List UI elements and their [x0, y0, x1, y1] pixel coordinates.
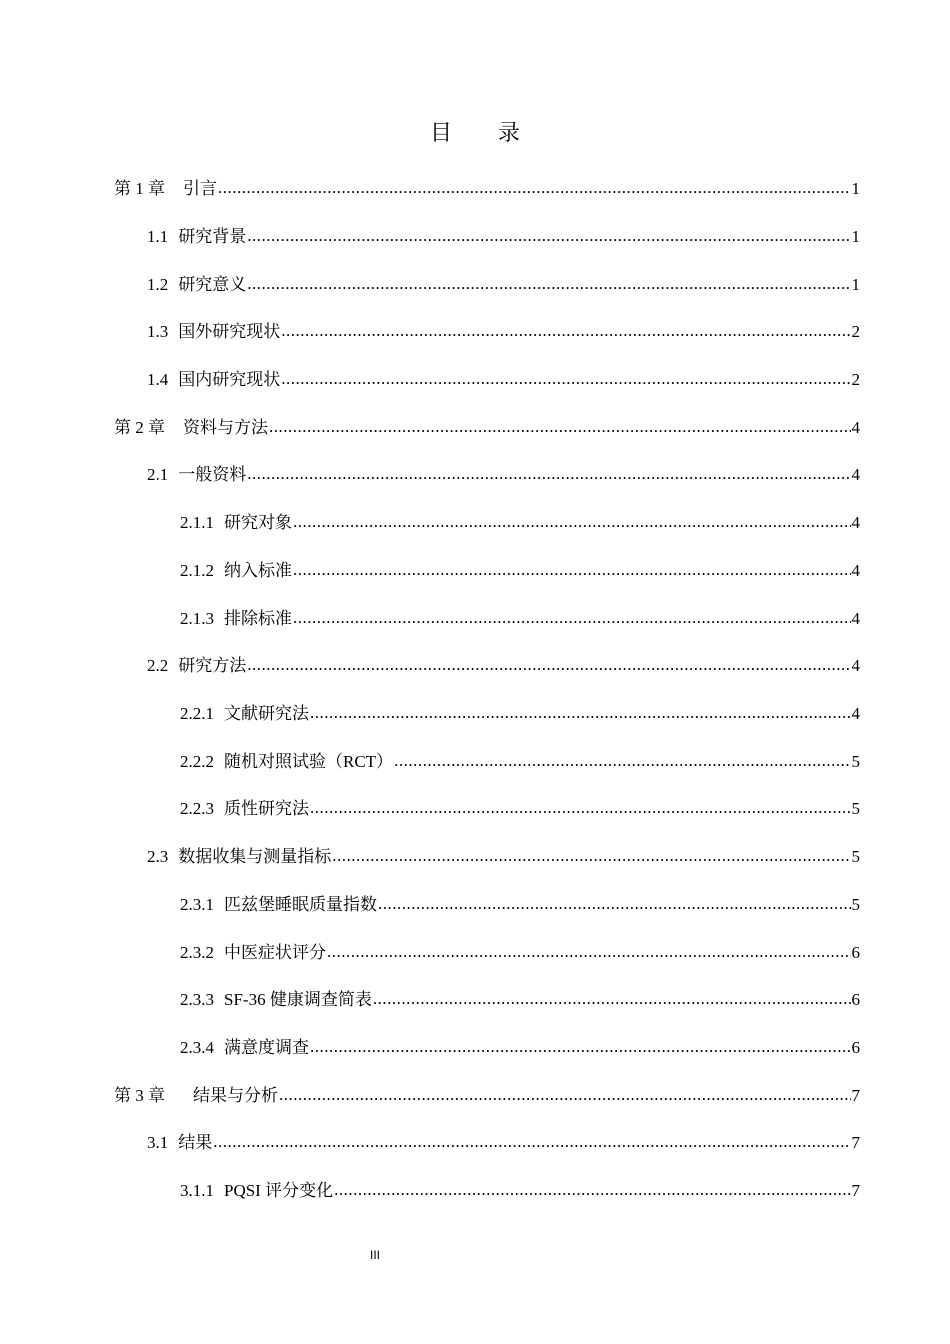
entry-number: 2.1.2	[180, 561, 214, 580]
toc-entry-1-2[interactable]	[147, 273, 860, 297]
entry-number: 2.3.3	[180, 990, 214, 1009]
entry-page: 4	[851, 418, 860, 437]
entry-label: 研究意义	[178, 275, 247, 294]
leader-dots	[310, 701, 851, 725]
entry-number: 第 2 章	[114, 418, 165, 437]
toc-entry-2-1-3[interactable]	[180, 607, 860, 631]
toc-entry-2-3-3[interactable]	[180, 988, 860, 1012]
toc-entry-2-2-2[interactable]	[180, 750, 860, 774]
entry-number: 第 1 章	[114, 179, 165, 198]
leader-dots	[247, 653, 850, 677]
toc-entry-chapter-2[interactable]	[114, 416, 860, 440]
leader-dots	[293, 558, 851, 582]
leader-dots	[373, 987, 851, 1011]
entry-page: 4	[851, 609, 860, 628]
entry-number: 2.3.1	[180, 895, 214, 914]
entry-label: 纳入标准	[224, 561, 292, 580]
entry-number: 1.1	[147, 227, 169, 246]
entry-page: 4	[851, 465, 860, 484]
entry-page: 5	[851, 895, 860, 914]
leader-dots	[247, 272, 850, 296]
entry-number: 3.1	[147, 1133, 169, 1152]
leader-dots	[281, 367, 850, 391]
leader-dots	[269, 415, 851, 439]
leader-dots	[334, 1178, 850, 1202]
entry-page: 4	[851, 561, 860, 580]
entry-page: 1	[851, 179, 860, 198]
entry-label: SF-36 健康调查简表	[224, 990, 372, 1009]
entry-page: 6	[851, 943, 860, 962]
entry-number: 3.1.1	[180, 1181, 214, 1200]
leader-dots	[218, 176, 851, 200]
entry-label: 文献研究法	[224, 704, 309, 723]
toc-entry-2-3[interactable]	[147, 845, 860, 869]
toc-entry-1-4[interactable]	[147, 368, 860, 392]
entry-page: 7	[851, 1086, 860, 1105]
entry-label: PQSI 评分变化	[224, 1181, 334, 1200]
toc-entry-chapter-3[interactable]	[114, 1084, 860, 1108]
entry-page: 4	[851, 656, 860, 675]
entry-page: 6	[851, 990, 860, 1009]
entry-page: 2	[851, 370, 860, 389]
entry-number: 2.2.1	[180, 704, 214, 723]
entry-number: 2.3.4	[180, 1038, 214, 1057]
entry-number: 2.1	[147, 465, 169, 484]
entry-label: 引言	[183, 179, 217, 198]
leader-dots	[247, 462, 850, 486]
toc-entry-2-3-1[interactable]	[180, 893, 860, 917]
entry-page: 7	[851, 1133, 860, 1152]
entry-number: 1.4	[147, 370, 169, 389]
entry-label: 满意度调查	[224, 1038, 309, 1057]
leader-dots	[213, 1130, 850, 1154]
entry-number: 2.1.1	[180, 513, 214, 532]
leader-dots	[310, 1035, 851, 1059]
entry-page: 1	[851, 227, 860, 246]
toc-entry-2-1-2[interactable]	[180, 559, 860, 583]
toc-entry-2-1-1[interactable]	[180, 511, 860, 535]
toc-entry-2-2-3[interactable]	[180, 797, 860, 821]
entry-number: 2.2.3	[180, 799, 214, 818]
toc-entry-chapter-1[interactable]	[114, 177, 860, 201]
leader-dots	[281, 319, 850, 343]
entry-label: 排除标准	[224, 609, 292, 628]
entry-label: 国外研究现状	[178, 322, 281, 341]
entry-label: 质性研究法	[224, 799, 309, 818]
toc-entry-2-3-2[interactable]	[180, 941, 860, 965]
entry-page: 7	[851, 1181, 860, 1200]
entry-page: 4	[851, 704, 860, 723]
entry-page: 5	[851, 799, 860, 818]
entry-label: 结果与分析	[193, 1086, 278, 1105]
toc-title-left: 目	[429, 120, 452, 145]
entry-number: 2.2	[147, 656, 169, 675]
entry-label: 资料与方法	[183, 418, 268, 437]
leader-dots	[394, 749, 850, 773]
toc-entry-1-3[interactable]	[147, 320, 860, 344]
toc-entry-3-1[interactable]	[147, 1131, 860, 1155]
entry-number: 2.3	[147, 847, 169, 866]
entry-label: 研究方法	[178, 656, 247, 675]
entry-page: 1	[851, 275, 860, 294]
entry-page: 6	[851, 1038, 860, 1057]
entry-number: 第 3 章	[114, 1086, 165, 1105]
leader-dots	[332, 844, 850, 868]
entry-page: 2	[851, 322, 860, 341]
toc-entry-2-3-4[interactable]	[180, 1036, 860, 1060]
leader-dots	[378, 892, 851, 916]
entry-label: 数据收集与测量指标	[178, 847, 332, 866]
entry-number: 1.3	[147, 322, 169, 341]
toc-entry-2-2[interactable]	[147, 654, 860, 678]
leader-dots	[310, 796, 851, 820]
leader-dots	[293, 606, 851, 630]
entry-label: 一般资料	[178, 465, 247, 484]
entry-label: 研究对象	[224, 513, 292, 532]
toc-title	[0, 116, 950, 147]
toc-entry-1-1[interactable]	[147, 225, 860, 249]
toc-title-right: 录	[498, 120, 521, 145]
page-number-footer: III	[370, 1248, 381, 1262]
entry-label: 匹兹堡睡眠质量指数	[224, 895, 377, 914]
entry-number: 2.2.2	[180, 752, 214, 771]
entry-label: 随机对照试验（RCT）	[224, 752, 394, 771]
entry-page: 4	[851, 513, 860, 532]
entry-label: 中医症状评分	[224, 943, 326, 962]
entry-number: 2.3.2	[180, 943, 214, 962]
leader-dots	[279, 1083, 851, 1107]
leader-dots	[293, 510, 851, 534]
leader-dots	[327, 940, 851, 964]
entry-page: 5	[851, 847, 860, 866]
entry-label: 国内研究现状	[178, 370, 281, 389]
entry-number: 1.2	[147, 275, 169, 294]
toc-entry-2-2-1[interactable]	[180, 702, 860, 726]
entry-number: 2.1.3	[180, 609, 214, 628]
entry-page: 5	[851, 752, 860, 771]
toc-entry-2-1[interactable]	[147, 463, 860, 487]
entry-label: 研究背景	[178, 227, 247, 246]
toc-entry-3-1-1[interactable]	[180, 1179, 860, 1203]
leader-dots	[247, 224, 850, 248]
entry-label: 结果	[178, 1133, 213, 1152]
